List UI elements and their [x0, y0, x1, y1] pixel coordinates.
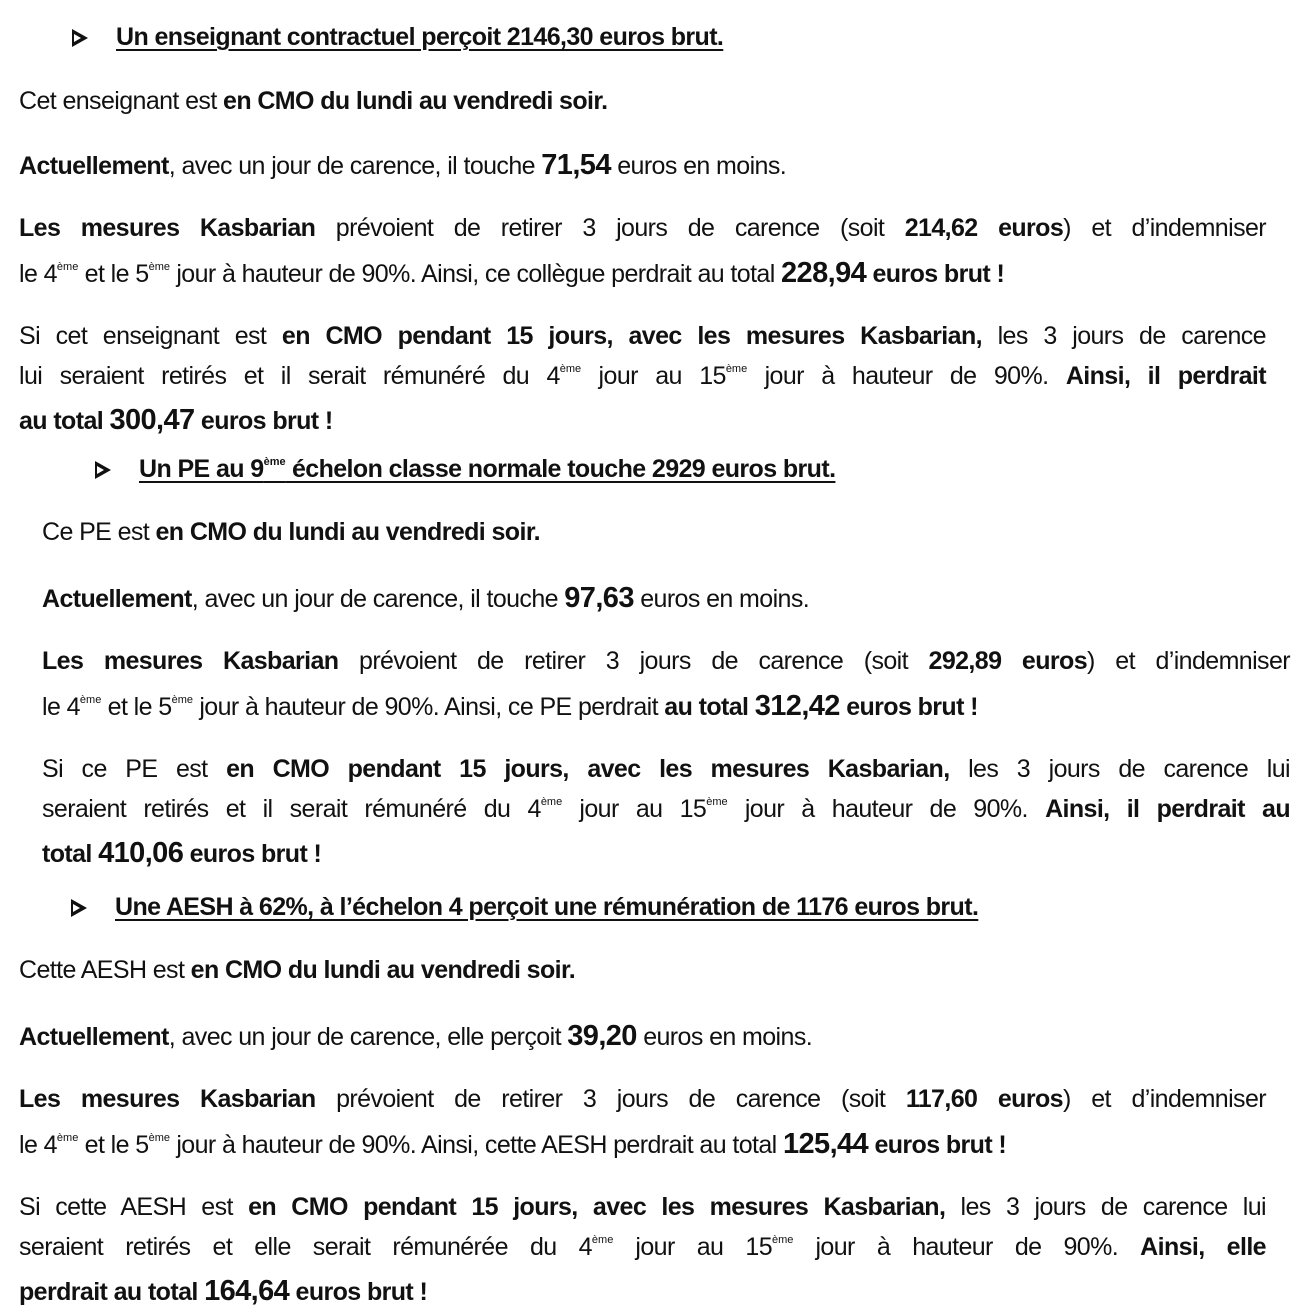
- superscript: ème: [171, 694, 193, 706]
- heading-text-b: échelon classe normale touche 2929 euros brut.: [285, 455, 836, 483]
- superscript: ème: [79, 694, 102, 706]
- status-prefix: Cet enseignant est: [19, 87, 224, 115]
- fifteen-total: 300,47: [109, 404, 195, 436]
- superscript: ème: [148, 261, 170, 273]
- status-bold: en CMO du lundi au vendredi soir.: [155, 518, 540, 546]
- fifteen-total: 164,64: [204, 1275, 290, 1307]
- fifteen-line2-a: seraient retirés et il serait rémunéré du 4: [42, 795, 541, 823]
- fifteen-line2-b: jour au 15: [562, 795, 707, 823]
- measures-line2-c: jour à hauteur de 90%. Ainsi, ce collègue perdrait au total: [169, 260, 782, 288]
- current-tail: euros en moins.: [636, 1023, 813, 1051]
- superscript: ème: [706, 796, 728, 808]
- measures-line2-a: le 4: [42, 693, 80, 721]
- fifteen-line2-bold: Ainsi, elle: [1140, 1233, 1266, 1261]
- status-prefix: Ce PE est: [42, 518, 156, 546]
- measures-line2-b: et le 5: [101, 693, 172, 721]
- section-1-fifteen-line-1: [19, 321, 1266, 351]
- fifteen-rest: les 3 jours de carence lui: [945, 1193, 1266, 1221]
- heading-text-a: Un PE au 9: [139, 455, 264, 483]
- fifteen-total-tail: euros brut !: [194, 407, 333, 435]
- section-2-status: [42, 517, 540, 547]
- status-prefix: Cette AESH est: [19, 956, 191, 984]
- section-3-fifteen-line-3: [19, 1276, 427, 1307]
- section-3-status: [19, 955, 575, 985]
- measures-total: 312,42: [754, 690, 840, 722]
- measures-amount: 214,62 euros: [904, 214, 1064, 242]
- section-3-measures-line-2: [19, 1129, 1006, 1160]
- current-lead: Actuellement: [19, 152, 169, 180]
- measures-line2-c: jour à hauteur de 90%. Ainsi, cette AESH perdrait au total: [169, 1131, 783, 1159]
- fifteen-bold: en CMO pendant 15 jours, avec les mesures Kasbarian,: [248, 1193, 946, 1221]
- section-1-measures-line-1: [19, 213, 1266, 243]
- measures-lead: Les mesures Kasbarian: [19, 214, 316, 242]
- measures-text: prévoient de retirer 3 jours de carence (soit: [315, 1085, 906, 1113]
- fifteen-line2-a: seraient retirés et elle serait rémunérée du 4: [19, 1233, 592, 1261]
- measures-lead: Les mesures Kasbarian: [19, 1085, 316, 1113]
- fifteen-prefix: Si ce PE est: [42, 755, 227, 783]
- measures-total-prefix: au total: [664, 693, 755, 721]
- section-2-measures-line-1: [42, 646, 1290, 676]
- measures-text-2: ) et d’indemniser: [1062, 1085, 1266, 1113]
- fifteen-line2-c: jour à hauteur de 90%.: [747, 362, 1066, 390]
- superscript: ème: [559, 363, 582, 375]
- bullet-arrow-icon: [71, 899, 87, 917]
- section-3-fifteen-line-2: [19, 1232, 1266, 1262]
- measures-text: prévoient de retirer 3 jours de carence (soit: [315, 214, 905, 242]
- section-3-measures-line-1: [19, 1084, 1266, 1114]
- bullet-arrow-icon: [72, 29, 88, 47]
- section-1-fifteen-line-2: [19, 361, 1266, 391]
- fifteen-line2-a: lui seraient retirés et il serait rémunéré du 4: [19, 362, 560, 390]
- measures-line2-b: et le 5: [78, 260, 149, 288]
- current-text: , avec un jour de carence, elle perçoit: [168, 1023, 568, 1051]
- fifteen-line2-b: jour au 15: [581, 362, 726, 390]
- section-3-current: [19, 1021, 812, 1052]
- current-lead: Actuellement: [19, 1023, 169, 1051]
- section-1-measures-line-2: [19, 258, 1004, 289]
- measures-total: 125,44: [782, 1128, 869, 1160]
- measures-total-tail: euros brut !: [866, 260, 1005, 288]
- section-2-fifteen-line-1: [42, 754, 1290, 784]
- measures-line2-b: et le 5: [78, 1131, 149, 1159]
- fifteen-line2-c: jour à hauteur de 90%.: [727, 795, 1046, 823]
- superscript: ème: [148, 1132, 170, 1144]
- current-amount: 97,63: [564, 582, 634, 614]
- fifteen-total-tail: euros brut !: [183, 840, 322, 868]
- superscript: ème: [263, 456, 286, 468]
- fifteen-line3-prefix: total: [42, 840, 99, 868]
- measures-line2-c: jour à hauteur de 90%. Ainsi, ce PE perdrait: [192, 693, 665, 721]
- measures-line2-a: le 4: [19, 260, 57, 288]
- fifteen-line2-c: jour à hauteur de 90%.: [793, 1233, 1141, 1261]
- fifteen-rest: les 3 jours de carence: [981, 322, 1266, 350]
- current-lead: Actuellement: [42, 585, 192, 613]
- measures-text-2: ) et d’indemniser: [1063, 214, 1266, 242]
- measures-total-tail: euros brut !: [839, 693, 978, 721]
- heading-text: Un enseignant contractuel perçoit 2146,30 euros brut.: [116, 23, 724, 51]
- fifteen-line2-bold: Ainsi, il perdrait au: [1045, 795, 1290, 823]
- section-3-heading: [115, 892, 978, 922]
- fifteen-prefix: Si cette AESH est: [19, 1193, 249, 1221]
- fifteen-prefix: Si cet enseignant est: [19, 322, 282, 350]
- fifteen-total-tail: euros brut !: [289, 1278, 428, 1306]
- section-3-fifteen-line-1: [19, 1192, 1266, 1222]
- current-amount: 39,20: [567, 1020, 637, 1052]
- fifteen-line2-b: jour au 15: [613, 1233, 773, 1261]
- measures-amount: 292,89 euros: [928, 647, 1087, 675]
- fifteen-rest: les 3 jours de carence lui: [949, 755, 1290, 783]
- measures-text-2: ) et d’indemniser: [1087, 647, 1290, 675]
- heading-text: Une AESH à 62%, à l’échelon 4 perçoit une rémunération de 1176 euros brut.: [115, 893, 979, 921]
- status-bold: en CMO du lundi au vendredi soir.: [190, 956, 576, 984]
- section-2-heading: [139, 454, 835, 484]
- superscript: ème: [56, 261, 79, 273]
- superscript: ème: [725, 363, 748, 375]
- current-text: , avec un jour de carence, il touche: [168, 152, 542, 180]
- current-text: , avec un jour de carence, il touche: [191, 585, 565, 613]
- measures-total: 228,94: [781, 257, 867, 289]
- section-2-current: [42, 583, 809, 614]
- fifteen-bold: en CMO pendant 15 jours, avec les mesures Kasbarian,: [226, 755, 950, 783]
- section-2-measures-line-2: [42, 691, 978, 722]
- superscript: ème: [56, 1132, 79, 1144]
- superscript: ème: [540, 796, 563, 808]
- status-bold: en CMO du lundi au vendredi soir.: [223, 87, 608, 115]
- superscript: ème: [591, 1234, 614, 1246]
- current-tail: euros en moins.: [633, 585, 810, 613]
- measures-line2-a: le 4: [19, 1131, 57, 1159]
- section-1-fifteen-line-3: [19, 405, 333, 436]
- fifteen-total: 410,06: [98, 837, 184, 869]
- fifteen-line3-prefix: perdrait au total: [19, 1278, 205, 1306]
- measures-text: prévoient de retirer 3 jours de carence (soit: [338, 647, 929, 675]
- bullet-arrow-icon: [95, 461, 111, 479]
- section-1-status: [19, 86, 607, 116]
- superscript: ème: [772, 1234, 794, 1246]
- section-2-fifteen-line-3: [42, 838, 321, 869]
- fifteen-line2-bold: Ainsi, il perdrait: [1065, 362, 1267, 390]
- section-1-heading: [116, 22, 723, 52]
- current-tail: euros en moins.: [610, 152, 787, 180]
- current-amount: 71,54: [541, 149, 611, 181]
- measures-lead: Les mesures Kasbarian: [42, 647, 339, 675]
- section-1-current: [19, 150, 786, 181]
- measures-amount: 117,60 euros: [905, 1085, 1063, 1113]
- fifteen-bold: en CMO pendant 15 jours, avec les mesures Kasbarian,: [281, 322, 982, 350]
- fifteen-line3-prefix: au total: [19, 407, 110, 435]
- measures-total-tail: euros brut !: [868, 1131, 1007, 1159]
- section-2-fifteen-line-2: [42, 794, 1290, 824]
